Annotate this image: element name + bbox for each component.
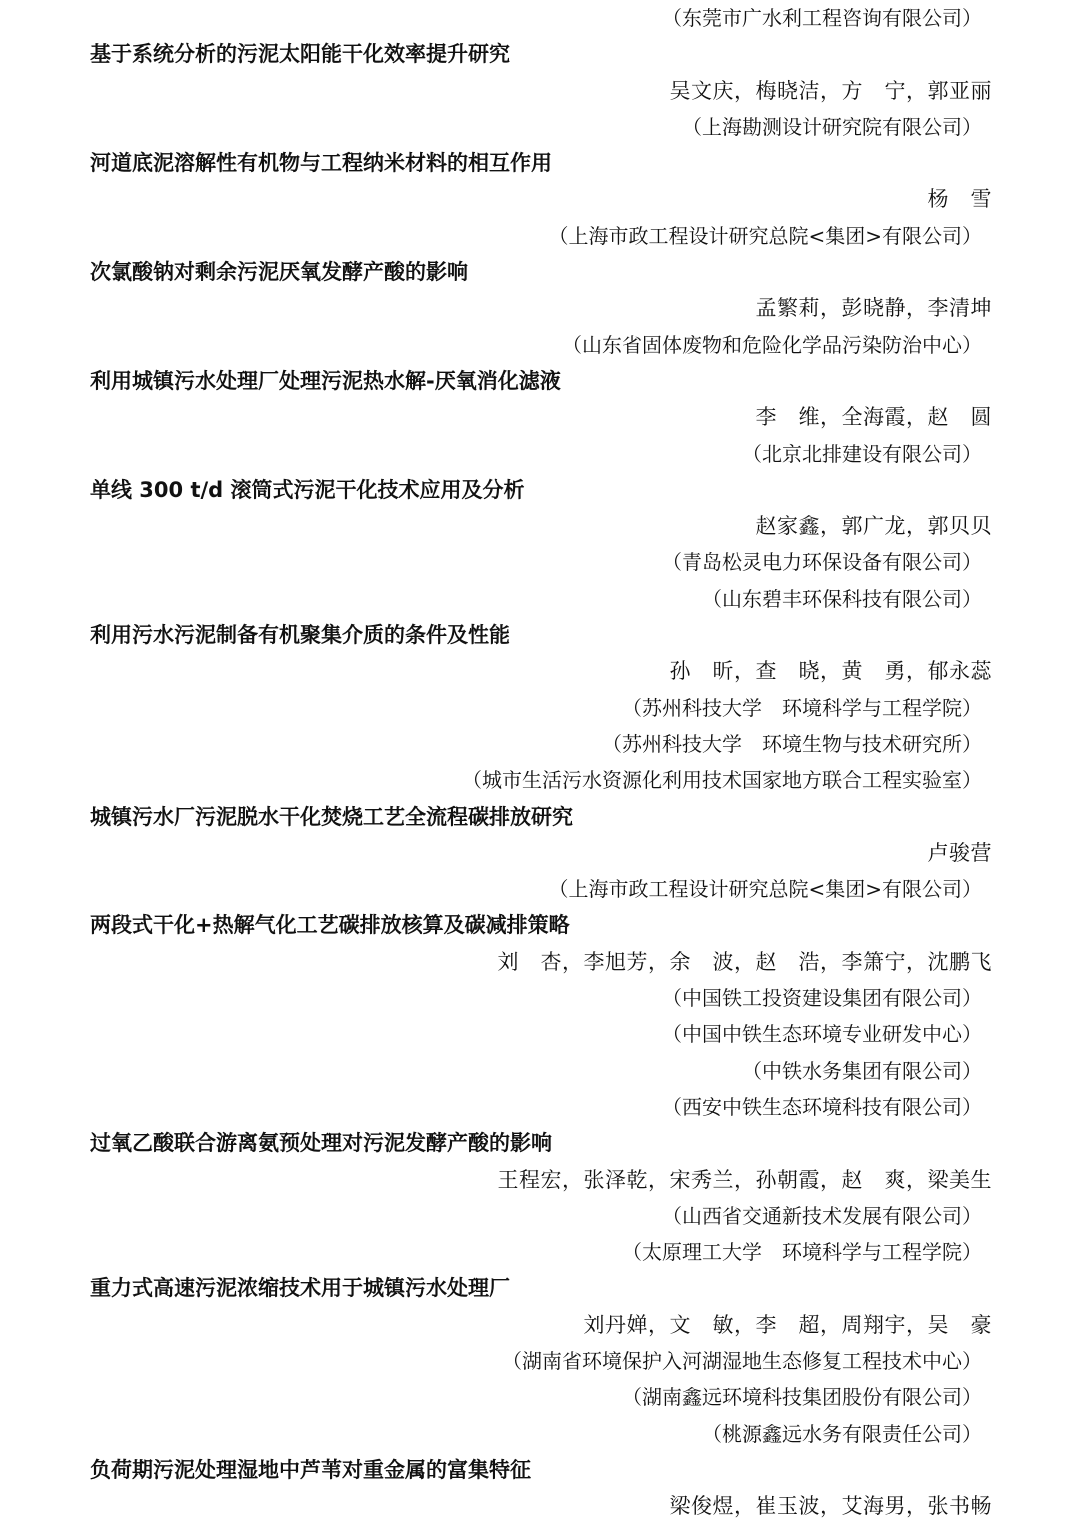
affiliation: （东莞市广水利工程咨询有限公司） <box>662 6 982 30</box>
paper-title: 过氧乙酸联合游离氨预处理对污泥发酵产酸的影响 <box>90 1131 552 1156</box>
paper-title: 负荷期污泥处理湿地中芦苇对重金属的富集特征 <box>90 1457 531 1482</box>
author-list: 刘 杏，李旭芳，余 波，赵 浩，李箫宁，沈鹏飞 <box>497 949 992 974</box>
paper-title: 河道底泥溶解性有机物与工程纳米材料的相互作用 <box>90 151 552 176</box>
paper-title: 基于系统分析的污泥太阳能干化效率提升研究 <box>90 42 510 67</box>
paper-title: 城镇污水厂污泥脱水干化焚烧工艺全流程碳排放研究 <box>90 804 573 829</box>
entry-list <box>90 36 992 1524</box>
affiliation: （中国中铁生态环境专业研发中心） <box>662 1022 982 1047</box>
affiliation: （苏州科技大学 环境科学与工程学院） <box>622 695 982 720</box>
paper-title: 利用污水污泥制备有机聚集介质的条件及性能 <box>90 623 510 648</box>
affiliation: （中铁水务集团有限公司） <box>742 1058 982 1083</box>
paper-title: 单线 300 t/d 滚筒式污泥干化技术应用及分析 <box>90 477 525 502</box>
affiliation: （青岛松灵电力环保设备有限公司） <box>662 550 982 575</box>
affiliation: （上海市政工程设计研究总院<集团>有限公司） <box>548 223 982 248</box>
paper-title: 两段式干化+热解气化工艺碳排放核算及碳减排策略 <box>90 913 570 938</box>
paper-title: 次氯酸钠对剩余污泥厌氧发酵产酸的影响 <box>90 260 468 285</box>
affiliation: （中国铁工投资建设集团有限公司） <box>662 986 982 1011</box>
author-list: 刘丹婵，文 敏，李 超，周翔宇，吴 豪 <box>583 1312 992 1337</box>
affiliation: （山东省固体废物和危险化学品污染防治中心） <box>562 332 982 357</box>
affiliation: （北京北排建设有限公司） <box>742 441 982 466</box>
author-list: 孙 昕，查 晓，黄 勇，郁永蕊 <box>669 659 992 684</box>
affiliation: （山西省交通新技术发展有限公司） <box>662 1203 982 1228</box>
affiliation: （湖南省环境保护入河湖湿地生态修复工程技术中心） <box>502 1348 982 1373</box>
affiliation: （桃源鑫远水务有限责任公司） <box>702 1421 982 1446</box>
affiliation: （太原理工大学 环境科学与工程学院） <box>622 1240 982 1265</box>
author-list: 卢骏营 <box>927 840 992 865</box>
author-list: 赵家鑫，郭广龙，郭贝贝 <box>755 514 992 539</box>
author-list: 孟繁莉，彭晓静，李清坤 <box>755 296 992 321</box>
author-list: 梁俊煜，崔玉波，艾海男，张书畅 <box>669 1494 992 1519</box>
author-list: 李 维，全海霞，赵 圆 <box>755 405 992 430</box>
affiliation: （西安中铁生态环境科技有限公司） <box>662 1094 982 1119</box>
author-list: 王程宏，张泽乾，宋秀兰，孙朝霞，赵 爽，梁美生 <box>497 1167 992 1192</box>
affiliation: （上海勘测设计研究院有限公司） <box>682 114 982 139</box>
paper-title: 利用城镇污水处理厂处理污泥热水解-厌氧消化滤液 <box>90 368 561 393</box>
affiliation: （城市生活污水资源化利用技术国家地方联合工程实验室） <box>462 768 982 793</box>
author-list: 杨 雪 <box>927 187 992 212</box>
affiliation: （湖南鑫远环境科技集团股份有限公司） <box>622 1385 982 1410</box>
author-list: 吴文庆，梅晓洁，方 宁，郭亚丽 <box>669 78 992 103</box>
paper-title: 重力式高速污泥浓缩技术用于城镇污水处理厂 <box>90 1276 510 1301</box>
affiliation: （山东碧丰环保科技有限公司） <box>702 586 982 611</box>
affiliation: （上海市政工程设计研究总院<集团>有限公司） <box>548 877 982 902</box>
affiliation: （苏州科技大学 环境生物与技术研究所） <box>602 731 982 756</box>
